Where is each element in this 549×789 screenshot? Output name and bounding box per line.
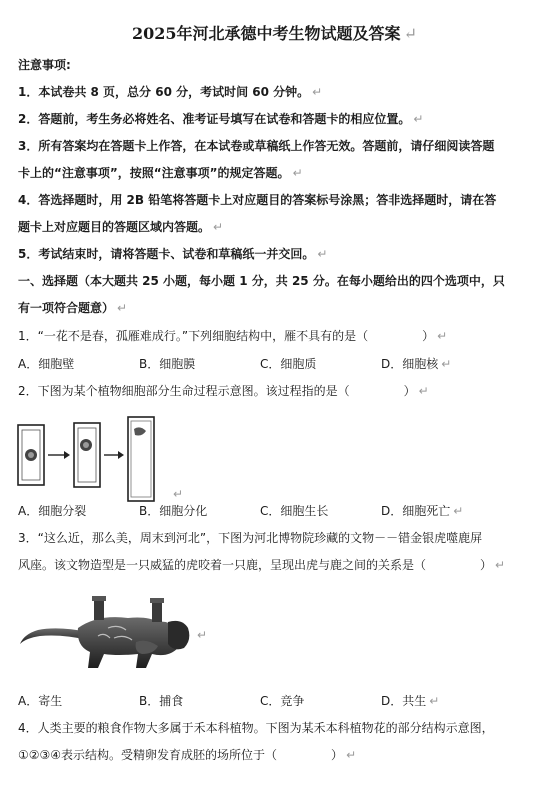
- notice-item-text: 4．答选择题时，用 2B 铅笔将答题卡上对应题目的答案标号涂黑；答非选择题时，请在答: [18, 193, 497, 207]
- option-text: C．细胞质: [260, 357, 317, 371]
- question-text: 4．人类主要的粮食作物大多属于禾本科植物。下图为某禾本科植物花的部分结构示意图，: [18, 721, 494, 735]
- q2-option-c: [260, 504, 328, 518]
- option-text: A．寄生: [18, 694, 63, 708]
- q1-option-d: [381, 357, 451, 371]
- question-paren: ）: [422, 329, 435, 343]
- return-mark-icon: ↵: [453, 504, 464, 518]
- socket-left: [94, 598, 104, 620]
- tiger-head: [168, 621, 189, 649]
- notice-item-text: 2．答题前，考生务必将姓名、准考证号填写在试卷和答题卡的相应位置。: [18, 112, 411, 126]
- return-mark-icon: ↵: [117, 301, 128, 315]
- tiger-body: [78, 617, 181, 668]
- question-2-stem: [18, 384, 429, 398]
- q3-option-b: [139, 694, 183, 708]
- q3-option-a: [18, 694, 62, 708]
- notice-item-text: 3．所有答案均在答题卡上作答，在本试卷或草稿纸上作答无效。答题前，请仔细阅读答题: [18, 139, 495, 153]
- option-text: C．细胞生长: [260, 504, 329, 518]
- option-text: D．细胞核: [381, 357, 439, 371]
- notice-item-3-cont: [18, 166, 303, 180]
- socket-rim: [150, 598, 164, 603]
- socket-rim: [92, 596, 106, 601]
- notice-item-text: 1．本试卷共 8 页，总分 60 分，考试时间 60 分钟。: [18, 85, 310, 99]
- question-text: 3．“这么近，那么美，周末到河北”，下图为河北博物院珍藏的文物－－错金银虎噬鹿屏: [18, 531, 483, 545]
- q2-option-d: [381, 504, 463, 518]
- q3-option-c: [260, 694, 304, 708]
- notice-item-4: [18, 193, 496, 207]
- return-mark-icon: ↵: [213, 220, 224, 234]
- nucleus: [134, 427, 146, 435]
- q1-option-c: [260, 357, 316, 371]
- question-paren: ）: [403, 384, 416, 398]
- question-4-stem-cont: [18, 748, 356, 762]
- return-mark-icon: ↵: [441, 357, 452, 371]
- return-mark-icon: ↵: [429, 694, 440, 708]
- arrowhead-icon: [118, 451, 124, 459]
- title-text: 2025年河北承德中考生物试题及答案: [132, 24, 401, 43]
- return-mark-icon: ↵: [413, 112, 424, 126]
- q1-option-b: [139, 357, 195, 371]
- section-heading-text: 有一项符合题意）: [18, 301, 115, 315]
- q2-option-b: [139, 504, 207, 518]
- notice-item-text: 5．考试结束时，请将答题卡、试卷和草稿纸一并交回。: [18, 247, 315, 261]
- option-text: C．竞争: [260, 694, 305, 708]
- option-text: A．细胞壁: [18, 357, 75, 371]
- return-mark-icon: ↵: [312, 85, 323, 99]
- question-1-stem: [18, 329, 447, 343]
- socket-right: [152, 600, 162, 622]
- notice-item-text: 卡上的“注意事项”，按照“注意事项”的规定答题。: [18, 166, 290, 180]
- q3-option-d: [381, 694, 439, 708]
- return-mark-icon: ↵: [403, 24, 417, 43]
- return-mark-icon: ↵: [437, 329, 448, 343]
- notice-item-3: [18, 139, 494, 153]
- return-mark-icon: ↵: [292, 166, 303, 180]
- option-text: D．共生: [381, 694, 427, 708]
- option-text: B．细胞膜: [139, 357, 196, 371]
- notice-item-4-cont: [18, 220, 223, 234]
- question-text: 2．下图为某个植物细胞部分生命过程示意图。该过程指的是（: [18, 384, 350, 398]
- cell-growth-diagram: [16, 415, 166, 505]
- question-paren: ）: [480, 558, 493, 572]
- tiger-deer-artifact-image: [18, 592, 193, 674]
- section-heading: [18, 274, 505, 288]
- question-paren: ）: [331, 748, 344, 762]
- question-3-stem-cont: [18, 558, 505, 572]
- section-heading-cont: [18, 301, 127, 315]
- return-mark-icon: ↵: [317, 247, 328, 261]
- option-text: D．细胞死亡: [381, 504, 451, 518]
- q1-option-a: [18, 357, 74, 371]
- question-text: 风座。该文物造型是一只威猛的虎咬着一只鹿，呈现出虎与鹿之间的关系是（: [18, 558, 427, 572]
- return-mark-icon: ↵: [173, 487, 184, 501]
- arrowhead-icon: [64, 451, 70, 459]
- question-text: 1．“一花不是春，孤雁难成行。”下列细胞结构中，雁不具有的是（: [18, 329, 369, 343]
- notice-heading: [18, 58, 71, 72]
- notice-item-1: [18, 85, 322, 99]
- option-text: A．细胞分裂: [18, 504, 87, 518]
- notice-heading-text: 注意事项:: [18, 58, 71, 72]
- question-3-stem: [18, 531, 482, 545]
- return-mark-icon: ↵: [418, 384, 429, 398]
- notice-item-text: 题卡上对应题目的答题区域内答题。: [18, 220, 211, 234]
- notice-item-2: [18, 112, 423, 126]
- cell-membrane: [78, 428, 96, 482]
- return-mark-icon: ↵: [346, 748, 357, 762]
- question-4-stem: [18, 721, 494, 735]
- option-text: B．细胞分化: [139, 504, 208, 518]
- question-text: ①②③④表示结构。受精卵发育成胚的场所位于（: [18, 748, 278, 762]
- section-heading-text: 一、选择题（本大题共 25 小题，每小题 1 分，共 25 分。在每小题给出的四个选项中，只: [18, 274, 505, 288]
- q2-option-a: [18, 504, 86, 518]
- return-mark-icon: ↵: [197, 628, 208, 642]
- return-mark-icon: ↵: [495, 558, 506, 572]
- notice-item-5: [18, 247, 327, 261]
- nucleolus: [28, 452, 34, 458]
- document-title: [0, 24, 549, 44]
- option-text: B．捕食: [139, 694, 184, 708]
- nucleolus: [83, 442, 89, 448]
